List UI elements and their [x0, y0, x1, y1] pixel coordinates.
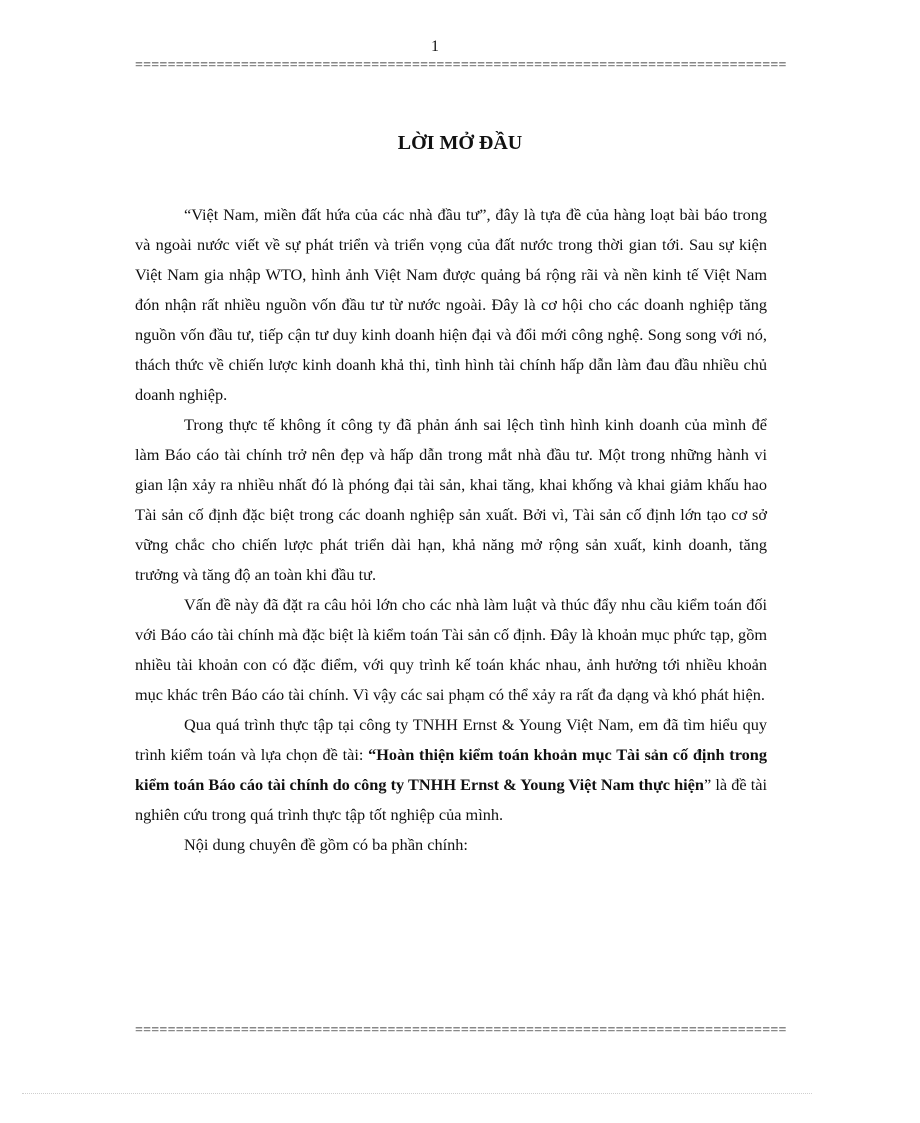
header-rule: ================================================================================ [135, 58, 787, 73]
paragraph-4 [135, 710, 767, 830]
page-number: 1 [431, 38, 439, 55]
paragraph-4-intro: Qua quá trình thực tập tại công ty TNHH Ernst & Young Việt Nam, em đã tìm hiểu quy trình kiểm toán và lựa chọn đề tài: [135, 715, 767, 764]
thesis-topic: “Hoàn thiện kiểm toán khoản mục Tài sản cố định trong kiểm toán Báo cáo tài chính do công ty TNHH Ernst & Young Việt Nam thực hiện [135, 745, 768, 794]
paragraph-3: Vấn đề này đã đặt ra câu hỏi lớn cho các nhà làm luật và thúc đẩy nhu cầu kiểm toán đối với Báo cáo tài chính mà đặc biệt là kiểm toán Tài sản cố định. Đây là khoản mục phức tạp, gồm nhiều tài khoản con có đặc điểm, với quy trình kế toán khác nhau, ảnh hưởng tới nhiều khoản mục khác trên Báo cáo tài chính. Vì vậy các sai phạm có thể xảy ra rất đa dạng và khó phát hiện. [135, 595, 767, 704]
paragraph-1: “Việt Nam, miền đất hứa của các nhà đầu tư”, đây là tựa đề của hàng loạt bài báo trong và ngoài nước viết về sự phát triển và triển vọng của đất nước trong thời gian tới. Sau sự kiện Việt Nam gia nhập WTO, hình ảnh Việt Nam được quảng bá rộng rãi và nền kinh tế Việt Nam đón nhận rất nhiều nguồn vốn đầu tư từ nước ngoài. Đây là cơ hội cho các doanh nghiệp tăng nguồn vốn đầu tư, tiếp cận tư duy kinh doanh hiện đại và đổi mới công nghệ. Song song với nó, thách thức về chiến lược kinh doanh khả thi, tình hình tài chính hấp dẫn làm đau đầu nhiều chủ doanh nghiệp. [135, 205, 767, 404]
page-bottom-dotted-border [22, 1093, 812, 1094]
document-title: LỜI MỞ ĐẦU [397, 132, 523, 154]
paragraph-4-outro: ” là đề tài nghiên cứu trong quá trình thực tập tốt nghiệp của mình. [135, 775, 767, 824]
paragraph-2: Trong thực tế không ít công ty đã phản ánh sai lệch tình hình kinh doanh của mình để làm Báo cáo tài chính trở nên đẹp và hấp dẫn trong mắt nhà đầu tư. Một trong những hành vi gian lận xảy ra nhiều nhất đó là phóng đại tài sản, khai tăng, khai khống và khai giảm khấu hao Tài sản cố định đặc biệt trong các doanh nghiệp sản xuất. Bởi vì, Tài sản cố định lớn tạo cơ sở vững chắc cho chiến lược phát triển dài hạn, khả năng mở rộng sản xuất, kinh doanh, tăng trưởng và tăng độ an toàn khi đầu tư. [135, 415, 767, 584]
footer-rule: ================================================================================ [135, 1023, 787, 1038]
paragraph-5: Nội dung chuyên đề gồm có ba phần chính: [184, 835, 468, 854]
document-body [135, 200, 767, 860]
